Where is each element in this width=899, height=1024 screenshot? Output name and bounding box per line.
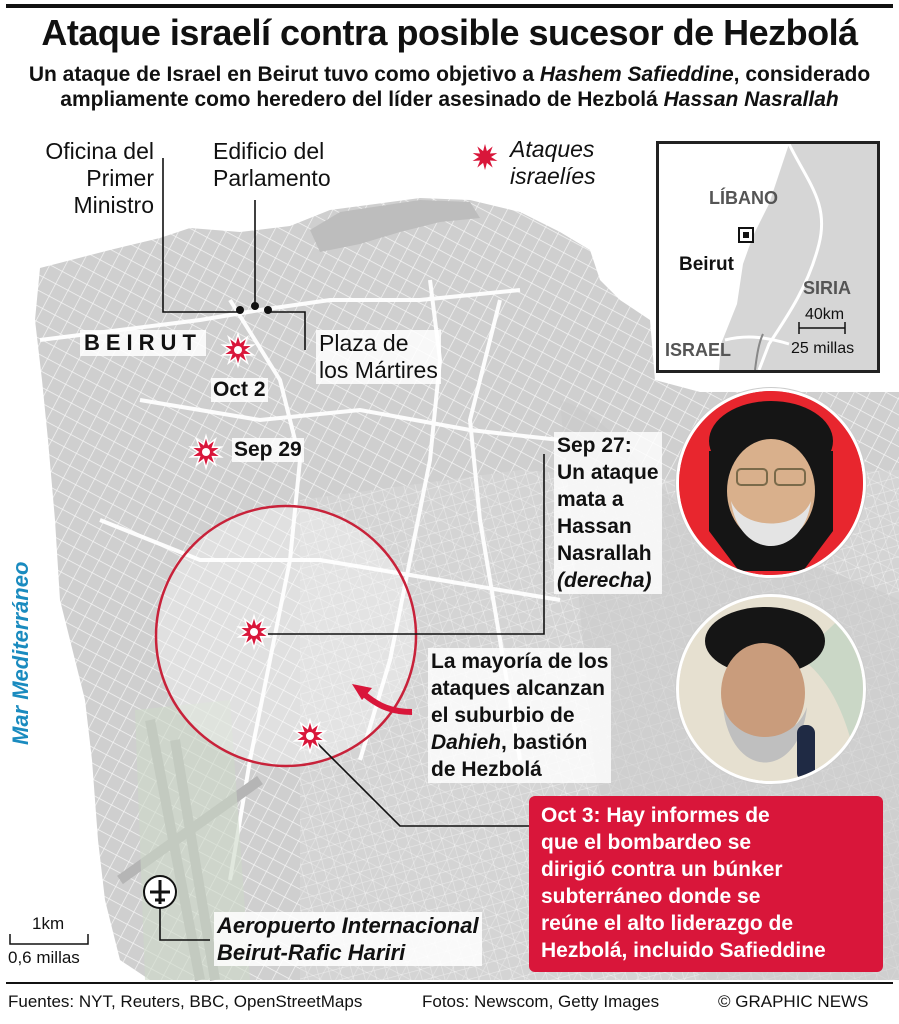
- government-building-icon: [251, 302, 259, 310]
- label-sep29: Sep 29: [234, 438, 302, 461]
- label-martyrs-square: Plaza de los Mártires: [316, 330, 441, 384]
- scale-mi: 0,6 millas: [8, 948, 80, 967]
- strike-burst-center: [202, 448, 210, 456]
- page-title: Ataque israelí contra posible sucesor de Hezbolá: [41, 12, 858, 53]
- label-oct2: Oct 2: [213, 378, 266, 401]
- strike-burst-center: [250, 628, 258, 636]
- subtitle-name-nasrallah: Hassan Nasrallah: [663, 88, 839, 111]
- government-building-icon: [236, 306, 244, 314]
- note-dahieh: La mayoría de los ataques alcanzan el suburbio de Dahieh, bastión de Hezbolá: [428, 648, 611, 783]
- scale-km: 1km: [32, 914, 65, 933]
- label-city-beirut: BEIRUT: [80, 330, 206, 356]
- legend-label: Ataques israelíes: [510, 136, 596, 189]
- portrait-safieddine-image: [679, 597, 863, 781]
- inset-scale-mi: 25 millas: [791, 340, 855, 357]
- inset-map: [656, 141, 880, 373]
- subtitle: Un ataque de Israel en Beirut tuvo como objetivo a Hashem Safieddine, considerado ampliamente como heredero del líder asesinado de Hezbolá Hassan Nasrallah: [28, 63, 871, 111]
- inset-label-lebanon: LÍBANO: [709, 188, 778, 208]
- strike-burst-center: [306, 732, 314, 740]
- scale-bar: [10, 934, 88, 944]
- label-pm-office: Oficina del Primer Ministro: [45, 138, 154, 218]
- inset-scale-km: 40km: [805, 306, 845, 323]
- label-airport: Aeropuerto Internacional Beirut-Rafic Hariri: [214, 912, 482, 966]
- airport-plane-icon: [144, 876, 176, 908]
- top-rule: [6, 4, 893, 8]
- inset-label-syria: SIRIA: [803, 278, 852, 298]
- note-sep27: Sep 27: Un ataque mata a Hassan Nasrallah (derecha): [554, 432, 662, 594]
- label-sea: Mar Mediterráneo: [8, 561, 33, 745]
- inset-label-beirut: Beirut: [679, 254, 734, 275]
- inset-label-israel: ISRAEL: [665, 340, 732, 360]
- footer-credit: © GRAPHIC NEWS: [718, 992, 869, 1011]
- strike-burst-icon: [468, 140, 502, 174]
- footer-sources: Fuentes: NYT, Reuters, BBC, OpenStreetMaps: [8, 992, 363, 1011]
- strike-burst-center: [234, 346, 242, 354]
- note-oct3: Oct 3: Hay informes de que el bombardeo se dirigió contra un búnker subterráneo donde se reúne el alto liderazgo de Hezbolá, incluido Safieddine: [529, 796, 883, 972]
- portrait-nasrallah-image: [679, 391, 863, 575]
- subtitle-name-safieddine: Hashem Safieddine: [539, 63, 734, 86]
- dahieh-area-circle: [156, 506, 416, 766]
- label-parliament: Edificio del Parlamento: [213, 138, 331, 191]
- footer-rule: [6, 982, 893, 984]
- portrait-nasrallah: [676, 388, 866, 578]
- portrait-safieddine: [676, 594, 866, 784]
- footer-photos: Fotos: Newscom, Getty Images: [422, 992, 660, 1011]
